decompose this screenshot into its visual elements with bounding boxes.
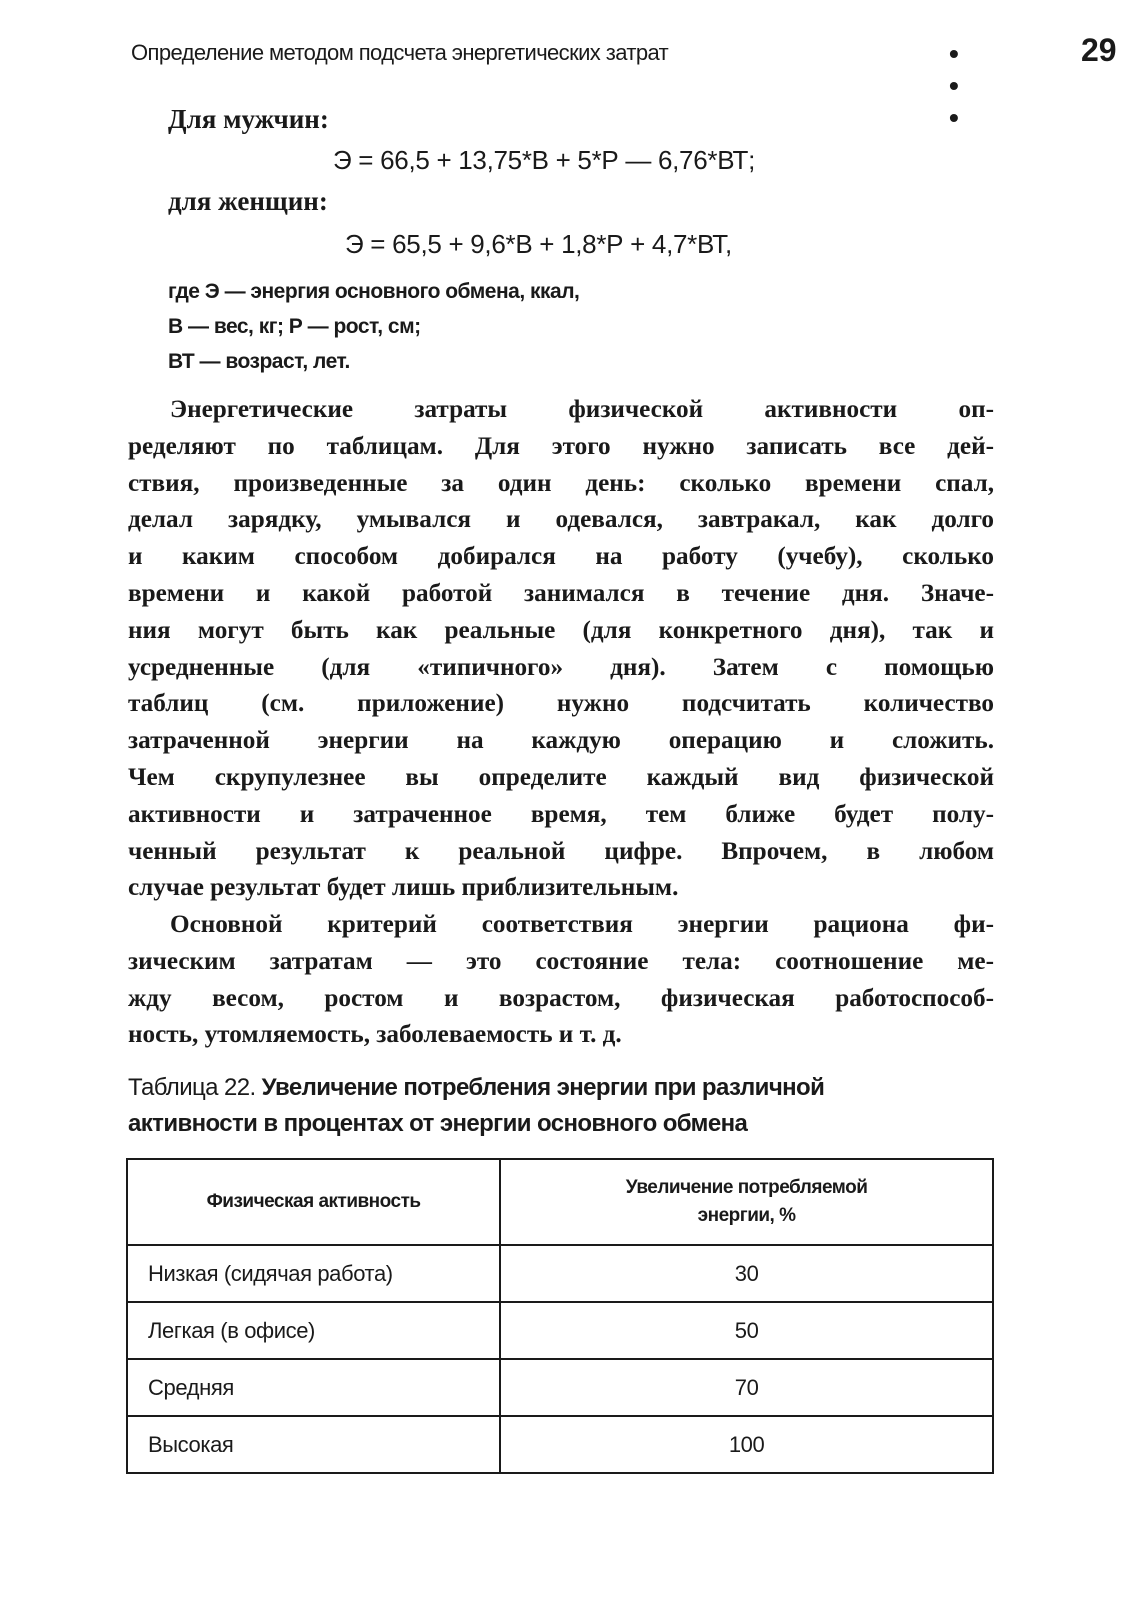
table-caption-label: Таблица 22. [128,1074,256,1101]
paragraph-line: зическим затратам — это состояние тела: соотношение ме- [128,947,994,975]
paragraph-line: ределяют по таблицам. Для этого нужно записать все дей- [128,432,994,460]
activity-energy-table [126,1158,994,1474]
column-header-energy-increase [500,1159,993,1245]
table-row [127,1359,993,1416]
paragraph-line: случае результат будет лишь приблизительным. [128,874,679,902]
table-row [127,1245,993,1302]
paragraph-line: ченный результат к реальной цифре. Впрочем, в любом [128,837,994,865]
legend-weight-height: В — вес, кг; Р — рост, см; [168,315,421,338]
running-title: Определение методом подсчета энергетических затрат [131,40,669,65]
paragraph-main-criterion [128,907,994,1054]
women-label: для женщин: [168,186,328,216]
running-head-dots: • • • [949,38,973,133]
page-number: 29 [1081,32,1117,68]
activity-cell: Высокая [127,1416,500,1473]
value-cell: 30 [500,1245,993,1302]
activity-cell: Средняя [127,1359,500,1416]
table-header-row [127,1159,993,1245]
paragraph-line: и каким способом добирался на работу (учебу), сколько [128,543,994,571]
paragraph-line-rest: оп- [897,396,994,423]
men-label: Для мужчин: [168,104,329,134]
paragraph-energy-costs [128,392,994,907]
paragraph-line: затраченной энергии на каждую операцию и сложить. [128,727,994,755]
value-cell: 100 [500,1416,993,1473]
activity-cell: Низкая (сидячая работа) [127,1245,500,1302]
legend-energy: где Э — энергия основного обмена, ккал, [168,280,580,303]
table-row [127,1302,993,1359]
table-caption-title-line1: Увеличение потребления энергии при различной [261,1074,825,1101]
table-caption-title-line2: активности в процентах от энергии основного обмена [128,1110,748,1137]
paragraph-line: таблиц (см. приложение) нужно подсчитать количество [128,690,994,718]
paragraph-line: жду весом, ростом и возрастом, физическая работоспособ- [128,984,994,1012]
legend-age: ВТ — возраст, лет. [168,350,350,373]
value-cell: 50 [500,1302,993,1359]
paragraph-line [128,392,994,429]
column-header-energy-line1: Увеличение потребляемой [625,1177,868,1198]
paragraph-line: времени и какой работой занимался в течение дня. Значе- [128,579,994,607]
paragraph-line: делал зарядку, умывался и одевался, завтракал, как долго [128,506,994,534]
women-formula: Э = 65,5 + 9,6*В + 1,8*Р + 4,7*ВТ, [345,229,732,259]
column-header-energy-line2: энергии, % [697,1205,796,1226]
paragraph-line: ность, утомляемость, заболеваемость и т. д. [128,1021,622,1049]
paragraph-line: усредненные (для «типичного» дня). Затем с помощью [128,653,994,681]
paragraph-line: Чем скрупулезнее вы определите каждый вид физической [128,763,994,791]
paragraph-line: ния могут быть как реальные (для конкретного дня), так и [128,616,994,644]
value-cell: 70 [500,1359,993,1416]
men-formula: Э = 66,5 + 13,75*В + 5*Р — 6,76*ВТ; [333,145,756,175]
table-caption [128,1070,998,1142]
activity-cell: Легкая (в офисе) [127,1302,500,1359]
column-header-activity: Физическая активность [127,1159,500,1245]
table-row [127,1416,993,1473]
paragraph-lead-bold: Энергетические затраты физической активности [170,396,898,423]
paragraph-line: активности и затраченное время, тем ближе будет полу- [128,800,994,828]
paragraph-line: ствия, произведенные за один день: сколько времени спал, [128,469,994,497]
paragraph-line: Основной критерий соответствия энергии рациона фи- [170,911,994,938]
